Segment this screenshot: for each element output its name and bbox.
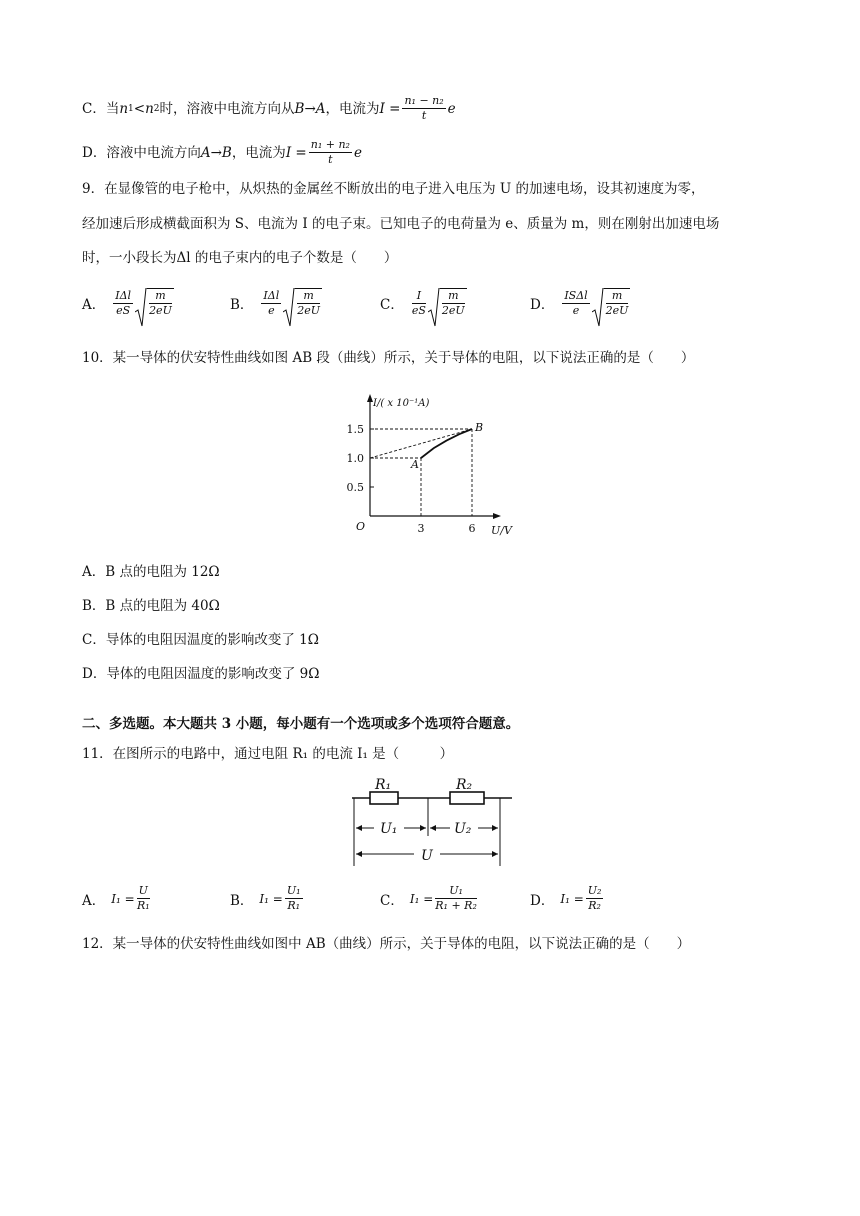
option-label: A． (82, 564, 106, 580)
q9-line-3: 时，一小段长为Δl 的电子束内的电子个数是（ ） (82, 250, 398, 266)
label-r1: R₁ (375, 777, 392, 793)
q10-option-a (82, 562, 220, 582)
denominator: 2eU (297, 304, 321, 317)
option-text: 导体的电阻因温度的影响改变了 9Ω (106, 666, 320, 682)
lhs: I₁ = (560, 891, 584, 906)
resistor-r1 (370, 792, 398, 804)
option-label: C． (82, 100, 106, 117)
fraction (562, 289, 589, 318)
fraction (586, 884, 604, 913)
arrowhead (430, 825, 436, 831)
fraction (412, 289, 426, 318)
square-root (283, 288, 322, 318)
iv-curve (421, 429, 472, 458)
numerator: m (442, 289, 465, 304)
direction: B→A (294, 100, 326, 117)
fraction (285, 884, 303, 913)
denominator: R₁ (136, 899, 150, 912)
numerator: U₂ (587, 884, 602, 897)
numerator: m (149, 289, 172, 304)
denominator: e (268, 303, 275, 317)
fraction (442, 289, 465, 318)
fraction (149, 289, 172, 318)
denominator: R₁ + R₂ (435, 899, 477, 912)
option-text: ，电流为 (231, 144, 286, 161)
q10-option-d (82, 664, 319, 684)
section-title: 二、多选题。本大题共 3 小题，每小题有一个选项或多个选项符合题意。 (82, 716, 520, 732)
q10-stem: 10．某一导体的伏安特性曲线如图 AB 段（曲线）所示，关于导体的电阻，以下说法正确的是（ ） (82, 350, 695, 366)
radical-sign-icon (135, 288, 147, 328)
y-tick-label: 1.5 (346, 423, 364, 436)
y-tick-label: 1.0 (346, 452, 364, 465)
q11-option-d (530, 884, 605, 913)
arrowhead (356, 825, 362, 831)
denominator: R₁ (287, 899, 301, 912)
q8-option-d (82, 138, 362, 167)
q11-stem: 11．在图所示的电路中，通过电阻 R₁ 的电流 I₁ 是（ ） (82, 746, 454, 762)
option-text: 导体的电阻因温度的影响改变了 1Ω (105, 632, 319, 648)
q11-option-b (230, 884, 305, 913)
denominator: 2eU (441, 304, 465, 317)
option-text: 溶液中电流方向 (106, 144, 201, 161)
q9-line-1: 9．在显像管的电子枪中，从炽热的金属丝不断放出的电子进入电压为 U 的加速电场，设其初速度为零， (82, 181, 705, 197)
current-symbol: I = (379, 100, 401, 117)
q10-option-b (82, 596, 220, 616)
y-axis-label: I/( x 10⁻¹A) (373, 398, 430, 409)
arrowhead (492, 825, 498, 831)
option-label: D． (82, 666, 107, 682)
radical-sign-icon (592, 288, 604, 328)
numerator: U₁ (286, 884, 301, 897)
numerator: IΔl (115, 288, 132, 302)
var-n: n (145, 100, 154, 117)
origin-label: O (356, 520, 366, 533)
option-label: A． (82, 297, 106, 313)
numerator: IΔl (263, 288, 280, 302)
numerator: U (138, 884, 148, 897)
arrowhead (420, 825, 426, 831)
option-text: ，电流为 (325, 100, 380, 117)
square-root (428, 288, 467, 318)
numerator: m (297, 289, 320, 304)
option-label: D． (82, 144, 107, 161)
radical-sign-icon (428, 288, 440, 328)
fraction (261, 289, 281, 318)
x-axis-label: U/V (491, 524, 512, 537)
numerator: n₁ − n₂ (404, 94, 444, 107)
numerator: I (412, 289, 426, 304)
tangent-line (370, 429, 472, 458)
option-label: B． (230, 892, 254, 909)
charge-symbol: e (447, 100, 456, 117)
q11-option-a (82, 884, 152, 913)
fraction (435, 884, 477, 913)
numerator: m (606, 289, 629, 304)
less-than: < (133, 100, 146, 117)
charge-symbol: e (353, 144, 362, 161)
lhs: I₁ = (259, 891, 283, 906)
q9-option-b (230, 288, 322, 318)
square-root (135, 288, 174, 318)
option-label: D． (530, 892, 555, 909)
numerator: ISΔl (564, 288, 588, 302)
q9-option-a (82, 288, 174, 318)
denominator: 2eU (149, 304, 172, 317)
option-label: B． (82, 598, 106, 614)
square-root (592, 288, 631, 318)
lhs: I₁ = (409, 891, 434, 906)
x-axis-arrow-icon (493, 513, 501, 519)
option-text: B 点的电阻为 12Ω (105, 564, 220, 580)
q9-option-c (380, 288, 467, 318)
q10-option-c (82, 630, 319, 650)
arrowhead (356, 851, 362, 857)
resistor-r2 (450, 792, 484, 804)
q9-option-d (530, 288, 630, 318)
option-text: B 点的电阻为 40Ω (105, 598, 220, 614)
lhs: I₁ = (111, 891, 135, 906)
denominator: e (572, 303, 580, 317)
y-tick-label: 0.5 (346, 481, 364, 494)
x-tick-label: 6 (468, 522, 476, 535)
label-r2: R₂ (456, 777, 473, 793)
x-tick-label: 3 (417, 522, 425, 535)
denominator: eS (116, 303, 131, 317)
q11-option-c (380, 884, 479, 913)
fraction (297, 289, 320, 318)
denominator: t (328, 153, 333, 166)
circuit-diagram (348, 776, 518, 868)
point-label-b: B (475, 421, 484, 434)
fraction (606, 289, 629, 318)
option-label: C． (380, 892, 404, 909)
numerator: U₁ (435, 884, 477, 899)
option-label: B． (230, 297, 254, 313)
q12-stem: 12．某一导体的伏安特性曲线如图中 AB（曲线）所示，关于导体的电阻，以下说法正确的是（ ） (82, 936, 691, 952)
radical-sign-icon (283, 288, 295, 328)
fraction (309, 138, 352, 167)
label-u: U (421, 848, 433, 864)
arrowhead (492, 851, 498, 857)
denominator: eS (411, 303, 426, 317)
iv-chart (330, 388, 530, 538)
label-u2: U₂ (454, 821, 472, 837)
fraction (113, 289, 133, 318)
denominator: R₂ (588, 899, 601, 912)
fraction (402, 94, 445, 123)
current-symbol: I = (285, 144, 307, 161)
label-u1: U₁ (380, 821, 398, 837)
point-label-a: A (411, 458, 419, 471)
denominator: 2eU (605, 304, 629, 317)
q8-option-c (82, 94, 456, 123)
sub: 2 (153, 103, 160, 114)
direction: A→B (200, 144, 232, 161)
sub: 1 (128, 103, 134, 114)
option-text: 当 (105, 100, 120, 117)
denominator: t (421, 109, 427, 122)
q9-line-2: 经加速后形成横截面积为 S、电流为 I 的电子束。已知电子的电荷量为 e、质量为 m，则在刚射出加速电场 (82, 216, 720, 232)
option-label: C． (82, 632, 106, 648)
option-label: C． (380, 297, 404, 313)
var-n: n (119, 100, 129, 117)
option-label: D． (530, 297, 555, 313)
option-text: 时，溶液中电流方向从 (159, 100, 295, 117)
option-label: A． (82, 892, 106, 909)
fraction (137, 884, 150, 913)
numerator: n₁ + n₂ (310, 138, 350, 151)
